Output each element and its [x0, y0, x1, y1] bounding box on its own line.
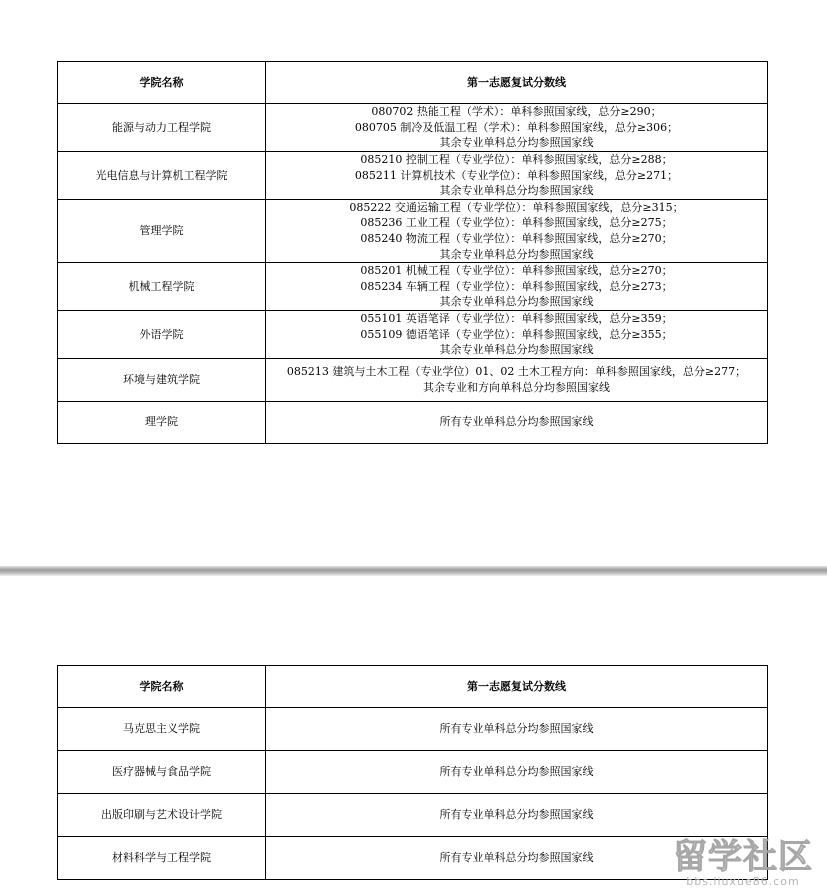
score-table-page2	[57, 665, 768, 880]
table-row	[58, 837, 768, 880]
score-line-text: 所有专业单科总分均参照国家线	[439, 808, 594, 822]
score-line-text: 所有专业单科总分均参照国家线	[439, 722, 594, 736]
score-line-text: 其余专业单科总分均参照国家线	[439, 247, 594, 261]
college-name-cell: 马克思主义学院	[58, 708, 266, 751]
score-line-cell	[266, 310, 768, 358]
score-line-cell	[266, 263, 768, 311]
score-line-text: 080705 制冷及低温工程（学术）：单科参照国家线，总分≥306；	[354, 120, 679, 134]
college-name-cell: 外语学院	[58, 310, 266, 358]
score-line-text: 所有专业单科总分均参照国家线	[439, 415, 594, 429]
table-row	[58, 794, 768, 837]
college-name-cell: 机械工程学院	[58, 263, 266, 311]
watermark-url: bbs.liuxue86.com	[686, 875, 800, 888]
score-line-text: 所有专业单科总分均参照国家线	[439, 765, 594, 779]
table-row	[58, 401, 768, 443]
watermark	[673, 839, 813, 888]
score-line-text: 其余专业单科总分均参照国家线	[439, 343, 594, 357]
college-name-cell: 材料科学与工程学院	[58, 837, 266, 880]
college-name-cell: 医疗器械与食品学院	[58, 751, 266, 794]
score-line-text: 085222 交通运输工程（专业学位）：单科参照国家线，总分≥315；	[349, 200, 684, 214]
score-line-cell	[266, 794, 768, 837]
college-name-cell: 光电信息与计算机工程学院	[58, 152, 266, 200]
table-row	[58, 358, 768, 401]
score-line-text: 085211 计算机技术（专业学位）：单科参照国家线，总分≥271；	[354, 168, 679, 182]
header-score: 第一志愿复试分数线	[266, 666, 768, 708]
score-line-text: 所有专业单科总分均参照国家线	[439, 851, 594, 865]
header-college: 学院名称	[58, 666, 266, 708]
table-row	[58, 199, 768, 262]
score-line-cell	[266, 708, 768, 751]
college-name-cell: 出版印刷与艺术设计学院	[58, 794, 266, 837]
score-line-cell	[266, 104, 768, 152]
score-line-text: 其余专业单科总分均参照国家线	[439, 295, 594, 309]
score-line-text: 其余专业和方向单科总分均参照国家线	[423, 380, 610, 394]
score-line-text: 其余专业单科总分均参照国家线	[439, 184, 594, 198]
score-line-text: 080702 热能工程（学术）：单科参照国家线，总分≥290；	[371, 105, 662, 119]
header-college: 学院名称	[58, 62, 266, 104]
college-name-cell: 能源与动力工程学院	[58, 104, 266, 152]
page-separator	[0, 566, 827, 576]
score-line-cell	[266, 401, 768, 443]
table-row	[58, 751, 768, 794]
score-line-cell	[266, 199, 768, 262]
table-row	[58, 263, 768, 311]
score-line-text: 055101 英语笔译（专业学位）：单科参照国家线，总分≥359；	[360, 311, 673, 325]
table-row	[58, 152, 768, 200]
college-name-cell: 环境与建筑学院	[58, 358, 266, 401]
score-line-cell	[266, 358, 768, 401]
score-line-cell	[266, 751, 768, 794]
table-header-row	[58, 666, 768, 708]
header-score: 第一志愿复试分数线	[266, 62, 768, 104]
score-line-text: 085210 控制工程（专业学位）：单科参照国家线，总分≥288；	[360, 153, 673, 166]
score-line-text: 055109 德语笔译（专业学位）：单科参照国家线，总分≥355；	[360, 327, 673, 341]
score-line-cell	[266, 152, 768, 200]
table-row	[58, 104, 768, 152]
table-row	[58, 310, 768, 358]
score-line-text: 085234 车辆工程（专业学位）：单科参照国家线，总分≥273；	[360, 279, 673, 293]
score-line-text: 085201 机械工程（专业学位）：单科参照国家线，总分≥270；	[360, 264, 673, 278]
score-table-page1	[57, 61, 768, 444]
score-line-text: 085240 物流工程（专业学位）：单科参照国家线，总分≥270；	[360, 231, 673, 245]
watermark-logo: 留学社区	[673, 837, 813, 877]
score-line-text: 085236 工业工程（专业学位）：单科参照国家线，总分≥275；	[360, 216, 673, 230]
college-name-cell: 管理学院	[58, 199, 266, 262]
table-header-row	[58, 62, 768, 104]
score-line-text: 085213 建筑与土木工程（专业学位）01、02 土木工程方向：单科参照国家线，总分≥277；	[286, 365, 747, 379]
score-line-text: 其余专业单科总分均参照国家线	[439, 136, 594, 150]
table-row	[58, 708, 768, 751]
college-name-cell: 理学院	[58, 401, 266, 443]
